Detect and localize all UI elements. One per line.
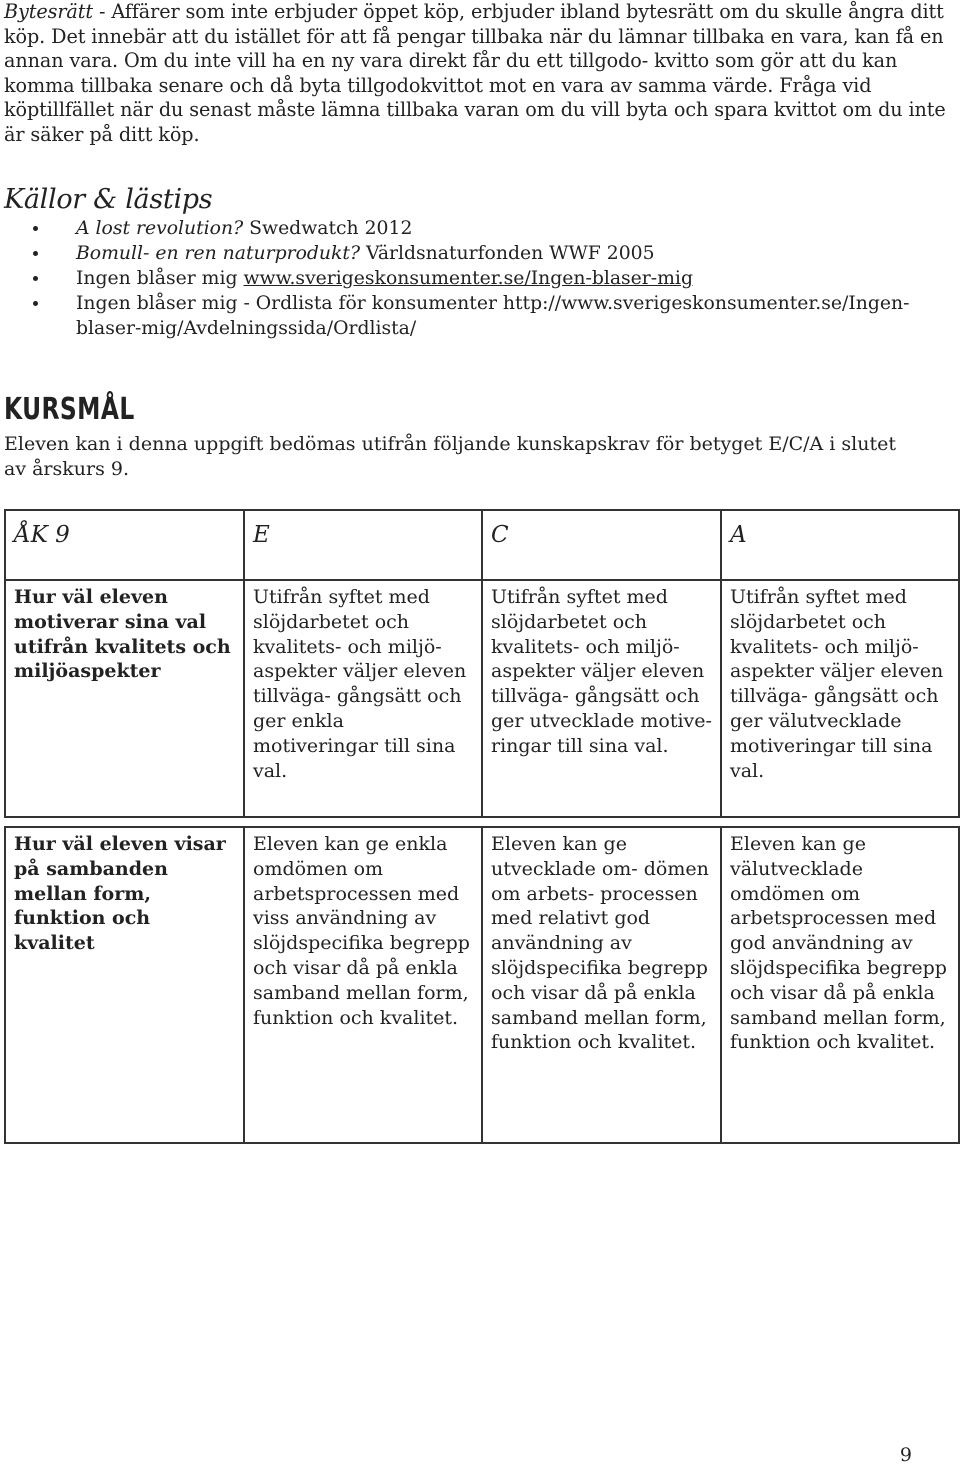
- intro-text-continued: Om du inte vill ha en ny vara direkt får du ett tillgodo- kvitto som gör att du kan komma tillbaka senare och då byta tillgodokvittot mot en vara av samma värde. Fråga vid köptillfället när du senast måste lämna tillbaka varan om du vill byta och spara kvittot om du inte är säker på ditt köp.: [4, 49, 946, 146]
- intro-term: Bytesrätt: [4, 0, 93, 23]
- source-item: [4, 291, 956, 341]
- header-grade-a: A: [721, 510, 959, 580]
- sources-heading: Källor & lästips: [4, 184, 213, 215]
- table-header-row: [5, 510, 959, 580]
- header-grade-year: ÅK 9: [5, 510, 244, 580]
- course-text: Eleven kan i denna uppgift bedömas utifrån följande kunskapskrav för betyget E/C/A i slutet av årskurs 9.: [4, 433, 896, 480]
- header-grade-c: C: [482, 510, 721, 580]
- criterion-a: Eleven kan ge välutvecklade omdömen om arbetsprocessen med god användning av slöjdspecifika begrepp och visar då på enkla samband mellan form, funktion och kvalitet.: [721, 827, 959, 1143]
- source-item: [4, 216, 956, 241]
- source-link[interactable]: www.sverigeskonsumenter.se/Ingen-blaser-mig: [243, 268, 693, 289]
- criteria-table: [4, 509, 960, 1144]
- source-text: Ingen blåser mig - Ordlista för konsumenter http://www.sverigeskonsumenter.se/Ingen-blaser-mig/Avdelningssida/Ordlista/: [76, 293, 910, 339]
- document-page: [4, 0, 956, 1054]
- criterion-c: Eleven kan ge utvecklade om- dömen om arbets- processen med relativt god användning av slöjdspecifika begrepp och visar då på enkla samband mellan form, funktion och kvalitet.: [482, 827, 721, 1143]
- criterion-e: Eleven kan ge enkla omdömen om arbetsprocessen med viss användning av slöjdspecifika begrepp och visar då på enkla samband mellan form, funktion och kvalitet.: [244, 827, 482, 1143]
- course-heading: KURSMÅL: [4, 392, 135, 427]
- source-text: Ingen blåser mig: [76, 268, 244, 289]
- table-spacer: [5, 817, 959, 827]
- criterion-label: Hur väl eleven visar på sambanden mellan form, funktion och kvalitet: [5, 827, 244, 1143]
- criterion-c: Utifrån syftet med slöjdarbetet och kvalitets- och miljö- aspekter väljer eleven tillväga- gångsätt och ger utvecklade motive- ringar till sina val.: [482, 580, 721, 817]
- source-item: [4, 241, 956, 266]
- page-number: 9: [899, 1444, 912, 1466]
- source-title: Bomull- en ren naturprodukt?: [76, 243, 361, 264]
- table-row: [5, 827, 959, 1143]
- source-text: Swedwatch 2012: [243, 218, 413, 239]
- source-text: Världsnaturfonden WWF 2005: [360, 243, 655, 264]
- criterion-label: Hur väl eleven motiverar sina val utifrån kvalitets och miljöaspekter: [5, 580, 244, 817]
- intro-paragraph: [4, 0, 956, 147]
- criterion-e: Utifrån syftet med slöjdarbetet och kvalitets- och miljö- aspekter väljer eleven tillväga- gångsätt och ger enkla motiveringar till sina val.: [244, 580, 482, 817]
- header-grade-e: E: [244, 510, 482, 580]
- sources-list: [4, 216, 956, 341]
- source-item: [4, 266, 956, 291]
- source-title: A lost revolution?: [76, 218, 244, 239]
- intro-text: - Affärer som inte erbjuder öppet köp, erbjuder ibland bytesrätt om du skulle ångra ditt köp. Det innebär att du istället för att få pengar tillbaka när du lämnar tillbaka en vara, kan få en annan vara.: [4, 0, 944, 72]
- table-row: [5, 580, 959, 817]
- criterion-a: Utifrån syftet med slöjdarbetet och kvalitets- och miljö- aspekter väljer eleven tillväga- gångsätt och ger välutvecklade motiveringar till sina val.: [721, 580, 959, 817]
